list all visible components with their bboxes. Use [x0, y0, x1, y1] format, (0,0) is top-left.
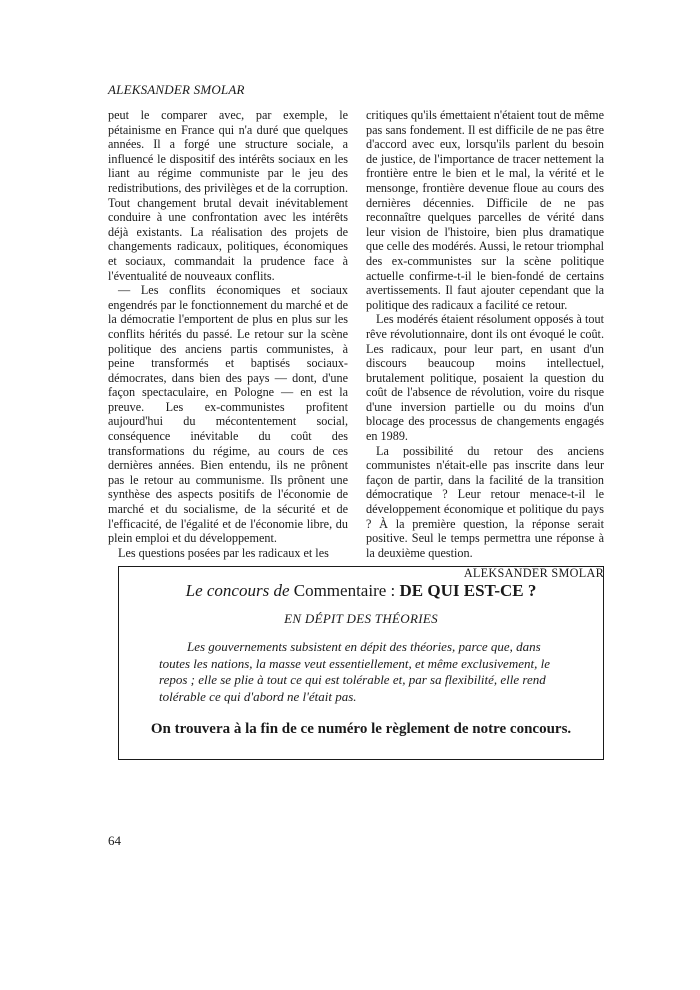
contest-box [118, 566, 604, 760]
left-column [108, 108, 348, 560]
contest-rule-notice: On trouvera à la fin de ce numéro le règlement de notre concours. [150, 721, 572, 737]
right-column [366, 108, 604, 581]
contest-title-question: DE QUI EST-CE ? [399, 581, 537, 600]
paragraph: peut le comparer avec, par exemple, le pétainisme en France qui n'a duré que quelques années. Il a forgé une structure sociale, a influencé le dispositif des intérêts sociaux en les liant au régime communiste par le jeu des redistributions, des privilèges et de la corruption. Tout changement brutal devait inévitablement conduire à une confrontation avec les intérêts déjà existants. La réalisation des projets de changements radicaux, politiques, économiques et sociaux, commandait la prudence face à l'éventualité de nouveaux conflits. [108, 108, 348, 283]
contest-title [119, 581, 603, 601]
running-head: ALEKSANDER SMOLAR [108, 82, 245, 97]
contest-title-prefix: Le concours de [185, 581, 290, 600]
author-signature: ALEKSANDER SMOLAR [463, 566, 604, 581]
paragraph: Les modérés étaient résolument opposés à tout rêve révolutionnaire, dont ils ont évoqué le coût. Les radicaux, pour leur part, en usant d'un discours beaucoup moins intellectuel, brutalement politique, posaient la question du coût de l'absence de révolution, voire du risque d'une inversion partielle ou du moins d'un blocage des processus de changements engagés en 1989. [366, 312, 604, 444]
paragraph: — Les conflits économiques et sociaux engendrés par le fonctionnement du marché et de la démocratie l'emportent de plus en plus sur les conflits hérités du passé. Le retour sur la scène politique des anciens partis communistes, à peine transformés et baptisés sociaux-démocrates, dans bien des pays — dont, d'une façon spectaculaire, en Pologne — en est la preuve. Les ex-communistes profitent aujourd'hui du mécontentement social, conséquence inévitable du coût des transformations du régime, au cours de ces dernières années. Bien entendu, ils ne prônent pas le retour au communisme. Ils prônent une synthèse des aspects positifs de l'économie de marché et du socialisme, de la sécurité et de l'efficacité, de l'égalité et de l'économie libre, du plein emploi et du développement. [108, 283, 348, 546]
contest-subtitle: EN DÉPIT DES THÉORIES [284, 611, 438, 626]
contest-title-journal: Commentaire : [293, 581, 396, 600]
contest-quote: Les gouvernements subsistent en dépit des théories, parce que, dans toutes les nations, la masse veut essentiellement, et même exclusivement, le repos ; elle se plie à tout ce qui est tolérable et, par sa flexibilité, elle rend tolérable ce qui d'abord ne l'était pas. [159, 639, 550, 704]
page-number: 64 [108, 833, 121, 848]
paragraph: La possibilité du retour des anciens communistes n'était-elle pas inscrite dans leur façon de partir, dans la facilité de la transition démocratique ? Leur retour menace-t-il le développement économique et politique du pays ? À la première question, la réponse serait positive. Seul le temps permettra une réponse à la deuxième question. [366, 443, 604, 560]
paragraph: critiques qu'ils émettaient n'étaient tout de même pas sans fondement. Il est difficile de ne pas être d'accord avec eux, lorsqu'ils parlent du besoin de justice, de l'importance de tracer nettement la frontière entre le bien et le mal, la vérité et le mensonge, frontière devenue floue au cours des dernières décennies. Difficile de ne pas reconnaître quelques parcelles de vérité dans leur vision de l'histoire, bien plus dramatique que celle des modérés. Aussi, le retour triomphal des ex-communistes sur la scène politique actuelle confirme-t-il le bien-fondé de certains avertissements. Il faut ajouter cependant que la politique des radicaux a facilité ce retour. [366, 108, 604, 312]
paragraph: Les questions posées par les radicaux et les [118, 545, 329, 560]
